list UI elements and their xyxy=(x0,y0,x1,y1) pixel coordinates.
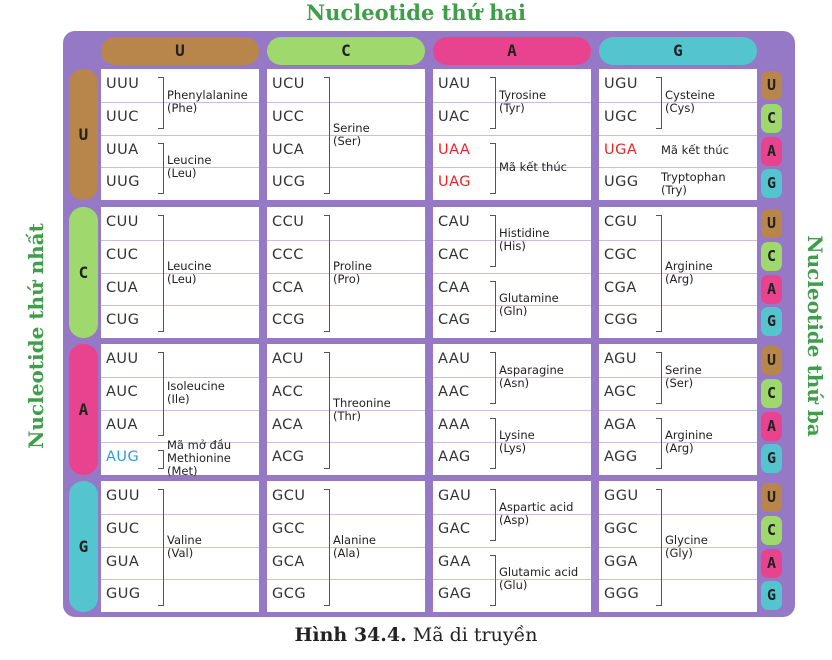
amino-acid-name: Glutamic acid xyxy=(499,565,579,580)
codon-gga: GGA xyxy=(604,553,638,570)
codon-ugg: UGG xyxy=(604,174,639,191)
codon-group-bracket xyxy=(324,352,330,469)
codon-divider xyxy=(267,514,425,515)
third-nucleotide-u-g: G xyxy=(761,169,782,198)
amino-acid-name: Mã kết thúc xyxy=(499,159,567,174)
codon-divider xyxy=(433,410,591,411)
second-nucleotide-title: Nucleotide thứ hai xyxy=(305,0,527,25)
codon-acg: ACG xyxy=(272,449,305,466)
codon-group-bracket xyxy=(490,215,496,267)
codon-cua: CUA xyxy=(106,279,139,296)
codon-cgc: CGC xyxy=(604,246,637,263)
third-nucleotide-c-c: C xyxy=(761,242,782,271)
codon-uuc: UUC xyxy=(106,108,139,125)
amino-acid-name: Asparagine xyxy=(499,362,564,377)
amino-acid-name: Glycine xyxy=(665,532,708,547)
codon-uua: UUA xyxy=(106,141,139,158)
column-header-c: C xyxy=(267,37,425,65)
amino-acid-abbreviation: (Leu) xyxy=(167,271,197,286)
codon-ccu: CCU xyxy=(272,214,305,230)
codon-divider xyxy=(101,579,259,580)
codon-divider xyxy=(267,305,425,306)
codon-divider xyxy=(101,135,259,136)
amino-acid-abbreviation: (Thr) xyxy=(333,408,362,423)
codon-group-bracket xyxy=(656,418,662,470)
codon-divider xyxy=(267,167,425,168)
codon-ugu: UGU xyxy=(604,76,638,92)
third-nucleotide-c-u: U xyxy=(761,209,782,238)
codon-gcc: GCC xyxy=(272,520,305,537)
third-nucleotide-g-c: C xyxy=(761,516,782,545)
amino-acid-name: Proline xyxy=(333,258,372,273)
amino-acid-abbreviation: (Arg) xyxy=(665,271,694,286)
codon-divider xyxy=(599,579,757,580)
codon-block-uu xyxy=(101,69,259,200)
row-header-u: U xyxy=(69,69,98,200)
codon-divider xyxy=(599,305,757,306)
codon-ggg: GGG xyxy=(604,586,640,603)
amino-acid-abbreviation: (Phe) xyxy=(167,100,198,115)
amino-acid-abbreviation: (Asn) xyxy=(499,375,530,390)
codon-group-bracket xyxy=(656,352,662,404)
codon-group-bracket xyxy=(158,77,164,129)
codon-divider xyxy=(599,167,757,168)
amino-acid-name: Serine xyxy=(665,362,702,377)
third-nucleotide-u-a: A xyxy=(761,137,782,166)
codon-uug: UUG xyxy=(106,174,140,191)
codon-group-bracket xyxy=(158,352,164,436)
third-nucleotide-a-a: A xyxy=(761,412,782,441)
codon-divider xyxy=(599,514,757,515)
codon-group-bracket xyxy=(490,143,496,195)
codon-agg: AGG xyxy=(604,449,638,466)
codon-block-ca xyxy=(433,207,591,338)
third-nucleotide-g-u: U xyxy=(761,483,782,512)
codon-block-gc xyxy=(267,481,425,612)
codon-block-cg xyxy=(599,207,757,338)
codon-divider xyxy=(433,547,591,548)
amino-acid-abbreviation: (Try) xyxy=(661,182,687,197)
codon-acu: ACU xyxy=(272,351,304,367)
codon-group-bracket xyxy=(656,77,662,129)
column-header-g: G xyxy=(599,37,757,65)
codon-uaa: UAA xyxy=(438,141,471,158)
amino-acid-name: Isoleucine xyxy=(167,379,225,394)
amino-acid-name: Phenylalanine xyxy=(167,87,248,102)
codon-cuc: CUC xyxy=(106,246,139,263)
codon-divider xyxy=(599,135,757,136)
row-header-a: A xyxy=(69,344,98,475)
codon-auu: AUU xyxy=(106,351,139,367)
amino-acid-name: Histidine xyxy=(499,225,550,240)
codon-aaa: AAA xyxy=(438,416,471,433)
third-nucleotide-a-c: C xyxy=(761,379,782,408)
amino-acid-name: Mã mở đầu xyxy=(167,438,232,453)
codon-gca: GCA xyxy=(272,553,305,570)
codon-uac: UAC xyxy=(438,108,470,125)
amino-acid-name: Leucine xyxy=(167,258,212,273)
first-nucleotide-label: Nucleotide thứ nhất xyxy=(24,223,48,449)
third-nucleotide-c-g: G xyxy=(761,307,782,336)
codon-cgu: CGU xyxy=(604,214,638,230)
amino-acid-abbreviation: (Lys) xyxy=(499,441,527,456)
codon-group-bracket xyxy=(324,215,330,332)
codon-block-cc xyxy=(267,207,425,338)
codon-divider xyxy=(267,579,425,580)
amino-acid-name: Tyrosine xyxy=(499,87,547,102)
amino-acid-abbreviation: (Asp) xyxy=(499,512,530,527)
amino-acid-name: Cysteine xyxy=(665,87,715,102)
amino-acid-abbreviation: (Ser) xyxy=(333,133,362,148)
codon-gaa: GAA xyxy=(438,553,471,570)
amino-acid-name: Arginine xyxy=(665,428,713,443)
codon-uca: UCA xyxy=(272,141,305,158)
amino-acid-abbreviation: (Val) xyxy=(167,545,194,560)
codon-cau: CAU xyxy=(438,214,471,230)
codon-divider xyxy=(101,410,259,411)
third-nucleotide-g-a: A xyxy=(761,549,782,578)
codon-divider xyxy=(101,240,259,241)
third-nucleotide-label: Nucleotide thứ ba xyxy=(803,235,827,437)
codon-group-bracket xyxy=(324,77,330,194)
codon-divider xyxy=(267,102,425,103)
codon-cug: CUG xyxy=(106,312,140,329)
codon-block-au xyxy=(101,344,259,479)
codon-ggc: GGC xyxy=(604,520,639,537)
amino-acid-name: Glutamine xyxy=(499,291,559,306)
codon-group-bracket xyxy=(656,489,662,606)
amino-acid-name: Mã kết thúc xyxy=(661,143,729,158)
amino-acid-abbreviation: (Ile) xyxy=(167,392,190,407)
codon-group-bracket xyxy=(158,143,164,195)
amino-acid-name: Tryptophan xyxy=(661,169,726,184)
third-nucleotide-u-u: U xyxy=(761,71,782,100)
third-nucleotide-g-g: G xyxy=(761,581,782,610)
codon-block-ga xyxy=(433,481,591,612)
amino-acid-name: Serine xyxy=(333,120,370,135)
codon-group-bracket xyxy=(490,555,496,607)
codon-divider xyxy=(267,442,425,443)
amino-acid-name: Threonine xyxy=(333,395,391,410)
codon-group-bracket xyxy=(490,352,496,404)
codon-block-cu xyxy=(101,207,259,338)
amino-acid-name: Valine xyxy=(167,532,202,547)
amino-acid-name: Leucine xyxy=(167,153,212,168)
codon-divider xyxy=(433,273,591,274)
codon-cuu: CUU xyxy=(106,214,139,230)
codon-block-ug xyxy=(599,69,757,200)
codon-ccc: CCC xyxy=(272,246,304,263)
amino-acid-abbreviation: (Gly) xyxy=(665,545,693,560)
codon-guu: GUU xyxy=(106,488,140,504)
amino-acid-name: Alanine xyxy=(333,532,376,547)
codon-acc: ACC xyxy=(272,383,304,400)
codon-gug: GUG xyxy=(106,586,141,603)
codon-divider xyxy=(599,240,757,241)
codon-group-bracket xyxy=(158,450,164,469)
codon-ucg: UCG xyxy=(272,174,306,191)
third-nucleotide-u-c: C xyxy=(761,104,782,133)
amino-acid-name: Lysine xyxy=(499,428,535,443)
codon-uuu: UUU xyxy=(106,76,140,92)
codon-ugc: UGC xyxy=(604,108,638,125)
amino-acid-abbreviation: (Glu) xyxy=(499,578,528,593)
codon-divider xyxy=(101,305,259,306)
codon-aag: AAG xyxy=(438,449,471,466)
codon-cca: CCA xyxy=(272,279,304,296)
codon-gag: GAG xyxy=(438,586,472,603)
codon-aug: AUG xyxy=(106,449,140,466)
codon-block-ac xyxy=(267,344,425,475)
amino-acid-abbreviation: (Ala) xyxy=(333,545,361,560)
codon-uga: UGA xyxy=(604,141,638,158)
figure-caption xyxy=(0,624,832,646)
codon-gcu: GCU xyxy=(272,488,306,504)
codon-group-bracket xyxy=(324,489,330,606)
codon-aau: AAU xyxy=(438,351,471,367)
amino-acid-abbreviation: (His) xyxy=(499,238,526,253)
codon-uag: UAG xyxy=(438,174,472,191)
codon-block-ag xyxy=(599,344,757,475)
caption-text: Mã di truyền xyxy=(406,624,538,646)
amino-acid-abbreviation: (Pro) xyxy=(333,271,361,286)
codon-uau: UAU xyxy=(438,76,471,92)
codon-agu: AGU xyxy=(604,351,638,367)
amino-acid-abbreviation: (Gln) xyxy=(499,304,528,319)
codon-block-gg xyxy=(599,481,757,612)
column-header-a: A xyxy=(433,37,591,65)
codon-aac: AAC xyxy=(438,383,470,400)
codon-group-bracket xyxy=(490,77,496,129)
codon-gua: GUA xyxy=(106,553,140,570)
codon-cac: CAC xyxy=(438,246,470,263)
codon-divider xyxy=(267,240,425,241)
codon-block-uc xyxy=(267,69,425,200)
codon-ccg: CCG xyxy=(272,312,305,329)
codon-cgg: CGG xyxy=(604,312,639,329)
codon-group-bracket xyxy=(490,489,496,541)
codon-group-bracket xyxy=(490,281,496,333)
codon-aga: AGA xyxy=(604,416,637,433)
codon-aca: ACA xyxy=(272,416,304,433)
amino-acid-name: Aspartic acid xyxy=(499,499,574,514)
amino-acid-abbreviation: (Ser) xyxy=(665,375,694,390)
amino-acid-abbreviation: (Leu) xyxy=(167,166,197,181)
codon-divider xyxy=(599,410,757,411)
codon-divider xyxy=(101,377,259,378)
third-nucleotide-c-a: A xyxy=(761,275,782,304)
codon-gcg: GCG xyxy=(272,586,307,603)
codon-group-bracket xyxy=(656,215,662,332)
codon-cga: CGA xyxy=(604,279,637,296)
row-header-g: G xyxy=(69,481,98,612)
codon-aua: AUA xyxy=(106,416,138,433)
amino-acid-abbreviation: (Cys) xyxy=(665,100,695,115)
codon-guc: GUC xyxy=(106,520,140,537)
codon-auc: AUC xyxy=(106,383,139,400)
third-nucleotide-a-u: U xyxy=(761,346,782,375)
third-nucleotide-a-g: G xyxy=(761,444,782,473)
amino-acid-abbreviation: (Met) xyxy=(167,464,198,479)
codon-block-aa xyxy=(433,344,591,475)
codon-ggu: GGU xyxy=(604,488,639,504)
column-header-u: U xyxy=(101,37,259,65)
codon-divider xyxy=(433,135,591,136)
amino-acid-subname: Methionine xyxy=(167,451,231,466)
codon-cag: CAG xyxy=(438,312,471,329)
codon-group-bracket xyxy=(490,418,496,470)
caption-number: Hình 34.4. xyxy=(294,624,407,646)
codon-gau: GAU xyxy=(438,488,472,504)
codon-gac: GAC xyxy=(438,520,471,537)
codon-group-bracket xyxy=(158,215,164,332)
row-header-c: C xyxy=(69,207,98,338)
codon-group-bracket xyxy=(158,489,164,606)
amino-acid-abbreviation: (Tyr) xyxy=(499,100,525,115)
codon-ucc: UCC xyxy=(272,108,305,125)
codon-caa: CAA xyxy=(438,279,470,296)
amino-acid-abbreviation: (Arg) xyxy=(665,441,694,456)
codon-block-gu xyxy=(101,481,259,612)
codon-divider xyxy=(267,377,425,378)
codon-agc: AGC xyxy=(604,383,637,400)
amino-acid-name: Arginine xyxy=(665,258,713,273)
codon-divider xyxy=(101,514,259,515)
codon-ucu: UCU xyxy=(272,76,305,92)
codon-block-ua xyxy=(433,69,591,200)
